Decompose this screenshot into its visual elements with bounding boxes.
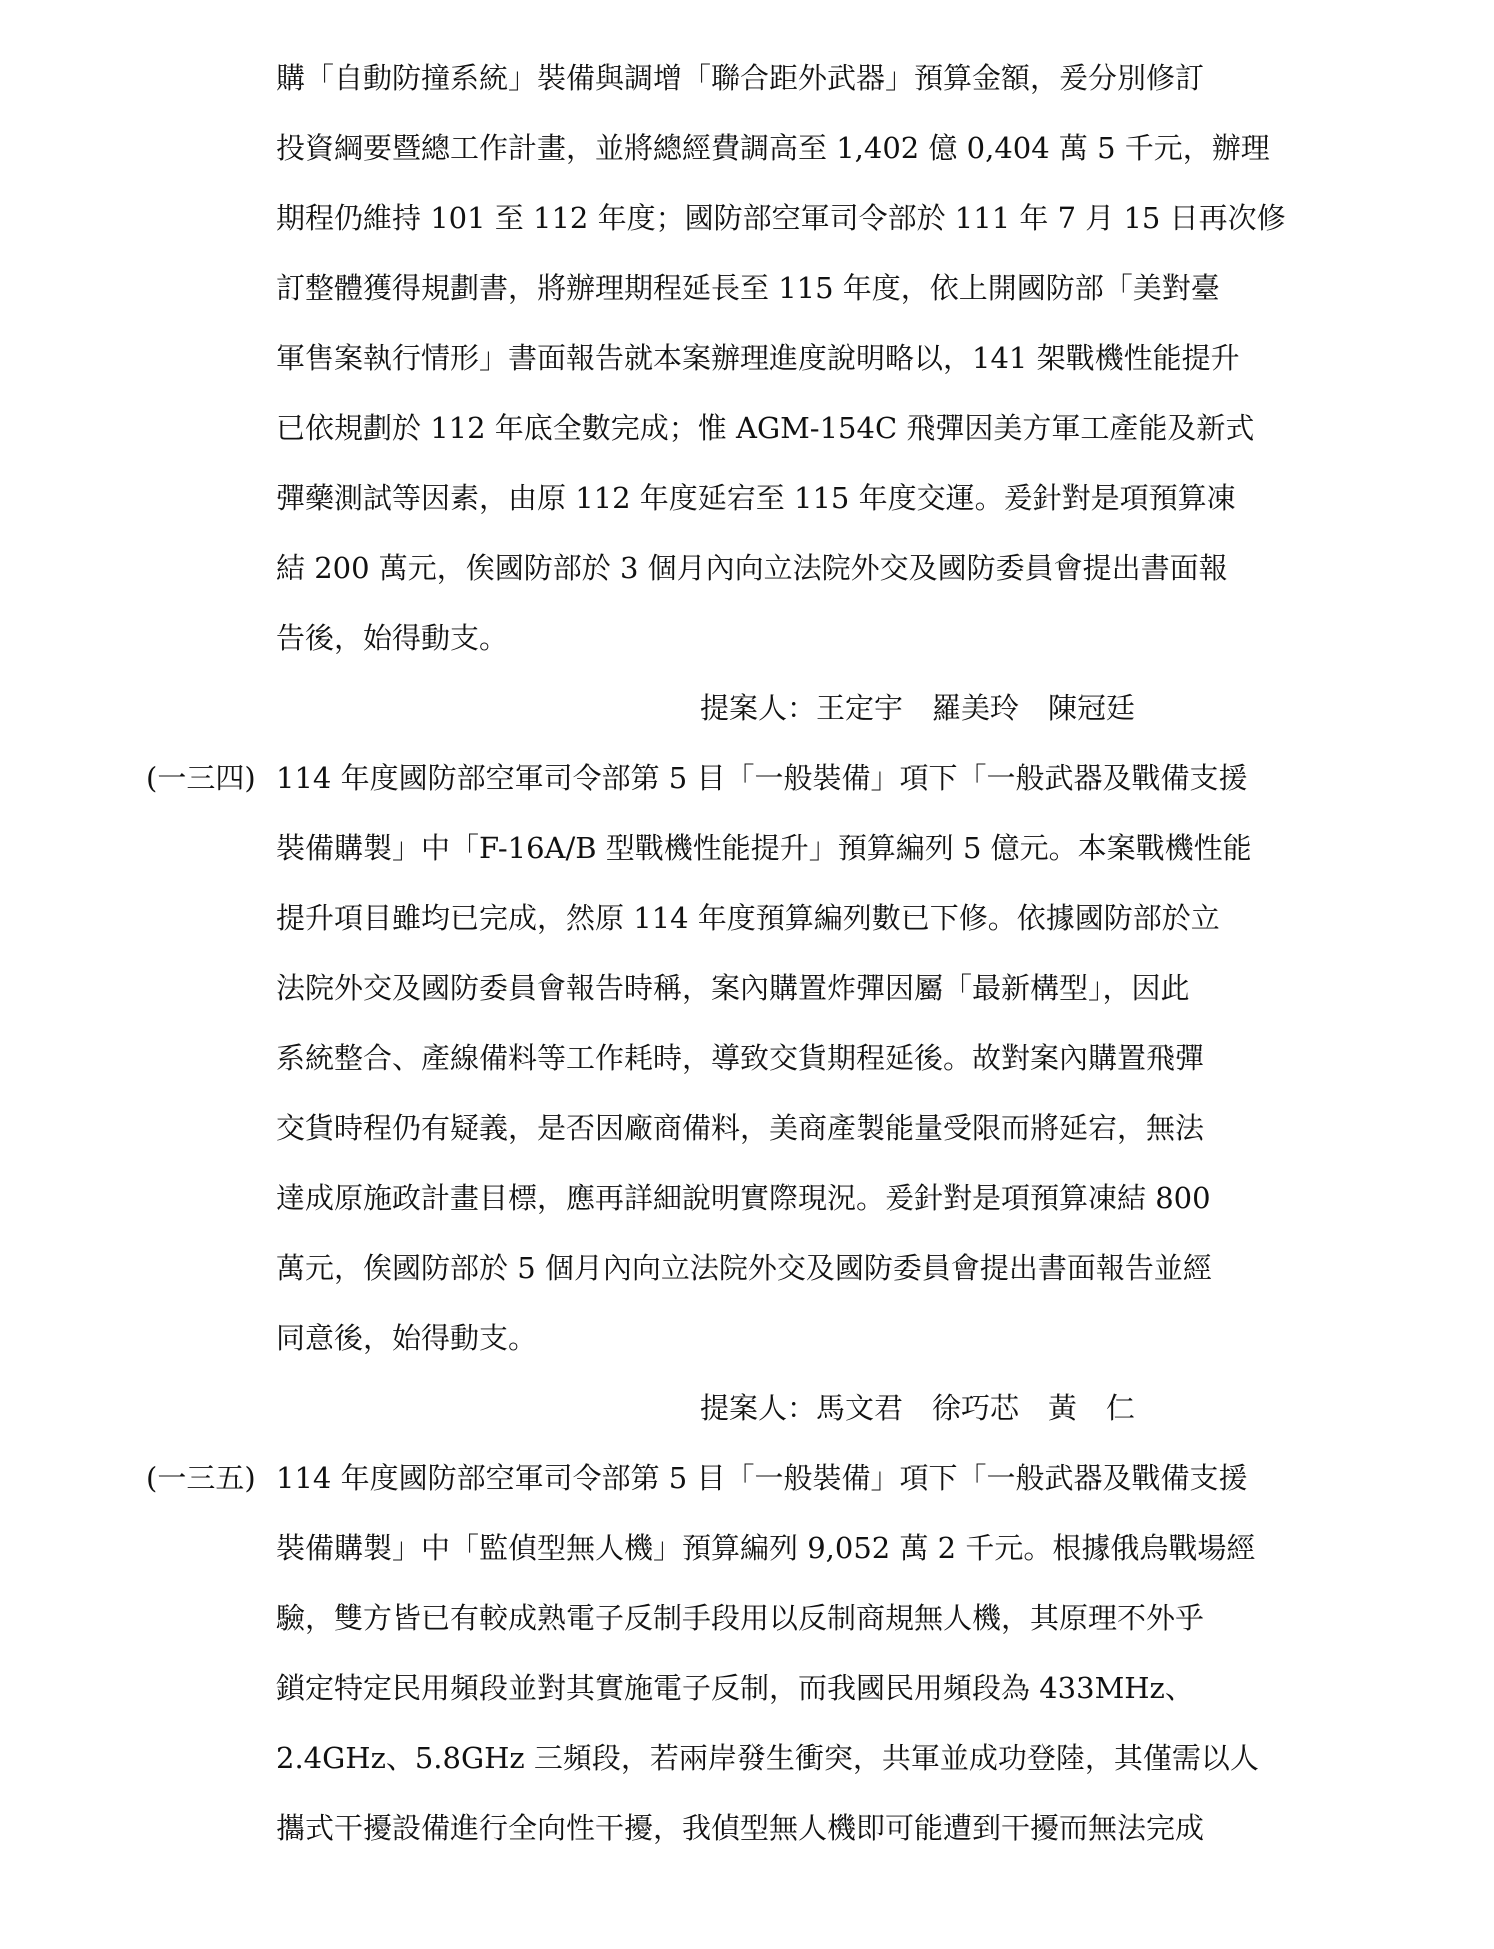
paragraph-line: 購「自動防撞系統」裝備與調增「聯合距外武器」預算金額，爰分別修訂: [276, 61, 1205, 95]
paragraph-line: 達成原施政計畫目標，應再詳細說明實際現況。爰針對是項預算凍結 800: [276, 1181, 1211, 1215]
paragraph-line: 交貨時程仍有疑義，是否因廠商備料，美商產製能量受限而將延宕，無法: [276, 1111, 1205, 1145]
paragraph-line: 2.4GHz、5.8GHz 三頻段，若兩岸發生衝突，共軍並成功登陸，其僅需以人: [276, 1741, 1259, 1775]
paragraph-line: 提升項目雖均已完成，然原 114 年度預算編列數已下修。依據國防部於立: [276, 901, 1220, 935]
paragraph-line: 系統整合、產線備料等工作耗時，導致交貨期程延後。故對案內購置飛彈: [276, 1041, 1205, 1075]
paragraph-line: 法院外交及國防委員會報告時稱，案內購置炸彈因屬「最新構型」，因此: [276, 971, 1190, 1005]
proposer-line: 提案人：王定宇 羅美玲 陳冠廷: [700, 691, 1136, 725]
paragraph-line: 期程仍維持 101 至 112 年度；國防部空軍司令部於 111 年 7 月 15 日再次修: [276, 201, 1286, 235]
item-number: (一三五): [146, 1461, 256, 1495]
paragraph-line: 軍售案執行情形」書面報告就本案辦理進度說明略以，141 架戰機性能提升: [276, 341, 1240, 375]
paragraph-line: 同意後，始得動支。: [276, 1321, 538, 1355]
proposer-line: 提案人：馬文君 徐巧芯 黃 仁: [700, 1391, 1136, 1425]
paragraph-line: 攜式干擾設備進行全向性干擾，我偵型無人機即可能遭到干擾而無法完成: [276, 1811, 1205, 1845]
item-first-line: [146, 1458, 1376, 1498]
paragraph-line: 彈藥測試等因素，由原 112 年度延宕至 115 年度交運。爰針對是項預算凍: [276, 481, 1236, 515]
paragraph-line: 訂整體獲得規劃書，將辦理期程延長至 115 年度，依上開國防部「美對臺: [276, 271, 1220, 305]
paragraph-line: 裝備購製」中「監偵型無人機」預算編列 9,052 萬 2 千元。根據俄烏戰場經: [276, 1531, 1256, 1565]
paragraph-line: 投資綱要暨總工作計畫，並將總經費調高至 1,402 億 0,404 萬 5 千元，辦理: [276, 131, 1270, 165]
paragraph-line: 114 年度國防部空軍司令部第 5 目「一般裝備」項下「一般武器及戰備支援: [276, 1461, 1248, 1495]
paragraph-line: 已依規劃於 112 年底全數完成；惟 AGM-154C 飛彈因美方軍工產能及新式: [276, 411, 1255, 445]
item-number: (一三四): [146, 761, 256, 795]
paragraph-line: 結 200 萬元，俟國防部於 3 個月內向立法院外交及國防委員會提出書面報: [276, 551, 1228, 585]
paragraph-line: 驗，雙方皆已有較成熟電子反制手段用以反制商規無人機，其原理不外乎: [276, 1601, 1205, 1635]
item-first-line: [146, 758, 1376, 798]
paragraph-line: 裝備購製」中「F-16A/B 型戰機性能提升」預算編列 5 億元。本案戰機性能: [276, 831, 1252, 865]
paragraph-line: 萬元，俟國防部於 5 個月內向立法院外交及國防委員會提出書面報告並經: [276, 1251, 1212, 1285]
paragraph-line: 告後，始得動支。: [276, 621, 509, 655]
paragraph-line: 114 年度國防部空軍司令部第 5 目「一般裝備」項下「一般武器及戰備支援: [276, 761, 1248, 795]
paragraph-line: 鎖定特定民用頻段並對其實施電子反制，而我國民用頻段為 433MHz、: [276, 1671, 1194, 1705]
